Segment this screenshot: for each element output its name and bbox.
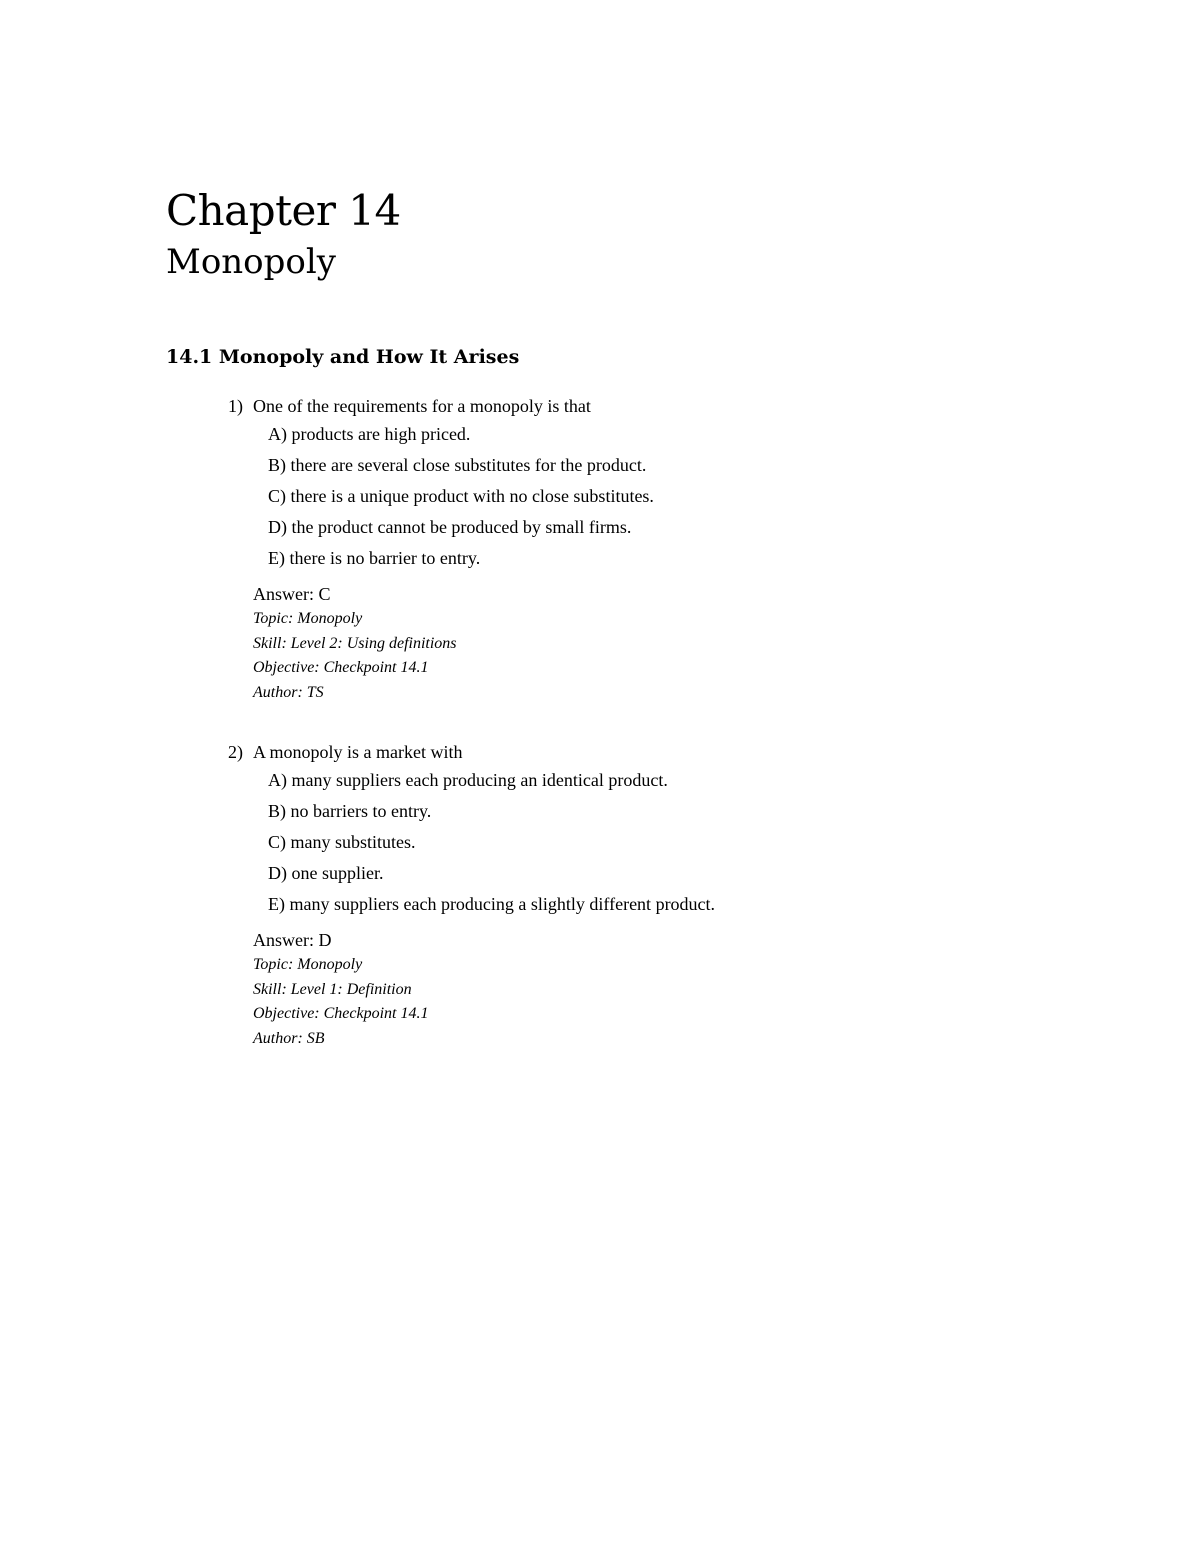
question-text: One of the requirements for a monopoly is that <box>253 396 591 416</box>
choice-e: E) there is no barrier to entry. <box>268 548 481 568</box>
author-line: Author: TS <box>253 683 324 701</box>
author-line: Author: SB <box>253 1029 325 1047</box>
choice-e: E) many suppliers each producing a slightly different product. <box>268 894 716 914</box>
question-stem <box>228 739 988 765</box>
answer-key: Answer: C <box>253 584 331 604</box>
choice-c: C) there is a unique product with no close substitutes. <box>268 486 654 506</box>
chapter-title: Chapter 14 <box>166 186 401 235</box>
choice-b: B) no barriers to entry. <box>268 801 432 821</box>
choice-c: C) many substitutes. <box>268 832 416 852</box>
skill-line: Skill: Level 1: Definition <box>253 980 412 998</box>
question-text: A monopoly is a market with <box>253 742 463 762</box>
question-number: 1) <box>228 396 243 416</box>
choice-a: A) many suppliers each producing an identical product. <box>268 770 668 790</box>
answer-choices <box>228 765 988 920</box>
question-metadata <box>228 927 988 1051</box>
question-2 <box>228 739 988 1051</box>
choice-d: D) the product cannot be produced by small firms. <box>268 517 632 537</box>
answer-key: Answer: D <box>253 930 332 950</box>
choice-a: A) products are high priced. <box>268 424 471 444</box>
choice-d: D) one supplier. <box>268 863 384 883</box>
answer-choices <box>228 419 988 574</box>
question-metadata <box>228 581 988 705</box>
objective-line: Objective: Checkpoint 14.1 <box>253 659 429 676</box>
topic-line: Topic: Monopoly <box>253 956 363 973</box>
question-stem <box>228 393 988 419</box>
topic-line: Topic: Monopoly <box>253 610 363 627</box>
section-heading: 14.1 Monopoly and How It Arises <box>166 346 520 368</box>
question-1 <box>228 393 988 705</box>
objective-line: Objective: Checkpoint 14.1 <box>253 1005 429 1022</box>
question-number: 2) <box>228 742 243 762</box>
skill-line: Skill: Level 2: Using definitions <box>253 634 457 652</box>
choice-b: B) there are several close substitutes for the product. <box>268 455 647 475</box>
chapter-subtitle: Monopoly <box>166 242 336 282</box>
